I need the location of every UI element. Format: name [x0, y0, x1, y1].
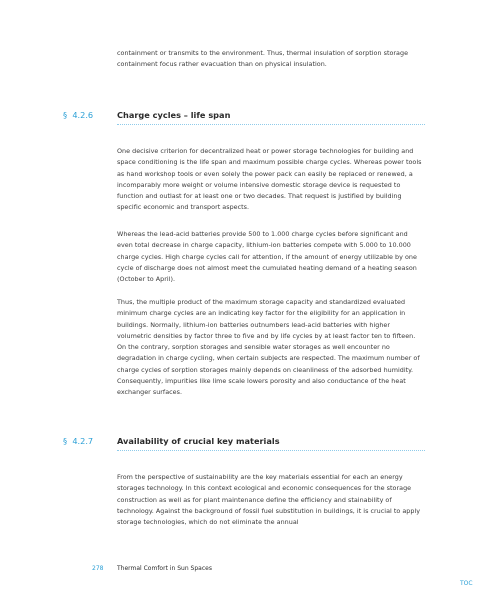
section-number-4-2-6 [63, 110, 93, 120]
section-number: 4.2.6 [72, 110, 94, 120]
section-divider [117, 124, 425, 125]
section-symbol: § [63, 110, 68, 120]
charge-cycles-paragraph-2: Whereas the lead-acid batteries provide 500 to 1.000 charge cycles before significant and even total decrease in charge capacity, lithium-ion batteries compete with 5.000 to 10.000 charge cycles. High charge cycles call for attention, if the amount of energy utilizable by one cycle of discharge does not almost meet the cumulated heating demand of a heating season (October to April). [117, 230, 417, 284]
charge-cycles-paragraph-3: Thus, the multiple product of the maximum storage capacity and standardized evaluated minimum charge cycles are an indicating key factor for the eligibility for an application in buildings. Normally, lithium-ion batteries outnumbers lead-acid batteries with higher volumetric densities by factor three to five and by life cycles by at least factor ten to fifteen. On the contrary, sorption storages and sensible water storages as well encounter no degradation in charge cycling, when certain subjects are respected. The maximum number of charge cycles of sorption storages mainly depends on cleanliness of the adsorbed humidity. Consequently, impurities like lime scale lowers porosity and also conductance of the heat exchanger surfaces. [117, 298, 420, 397]
charge-cycles-paragraph-1: One decisive criterion for decentralized heat or power storage technologies for building and space conditioning is the life span and maximum possible charge cycles. Whereas power tools as hand workshop tools or even solely the power pack can easily be replaced or renewed, a incomparably more weight or volume intensive domestic storage device is requested to function and outlast for at least one or two decades. That request is justified by building specific economic and transport aspects. [117, 147, 422, 212]
footer-book-title: Thermal Comfort in Sun Spaces [117, 565, 212, 572]
toc-link[interactable]: TOC [460, 580, 473, 587]
key-materials-paragraph-1: From the perspective of sustainability are the key materials essential for each an energy storages technology. In this context ecological and economic consequences for the storage construction as well as for plant maintenance define the efficiency and stainability of technology. Against the background of fossil fuel substitution in buildings, it is crucial to apply storage technologies, which do not eliminate the annual [117, 473, 421, 527]
section-number: 4.2.7 [72, 436, 94, 446]
intro-paragraph: containment or transmits to the environment. Thus, thermal insulation of sorption storage containment focus rather evacuation than on physical insulation. [117, 49, 409, 69]
section-divider [117, 450, 425, 451]
section-number-4-2-7 [63, 436, 93, 446]
section-title-key-materials: Availability of crucial key materials [117, 436, 280, 446]
footer-page-number: 278 [92, 565, 104, 572]
section-title-charge-cycles: Charge cycles – life span [117, 110, 231, 120]
section-symbol: § [63, 436, 68, 446]
